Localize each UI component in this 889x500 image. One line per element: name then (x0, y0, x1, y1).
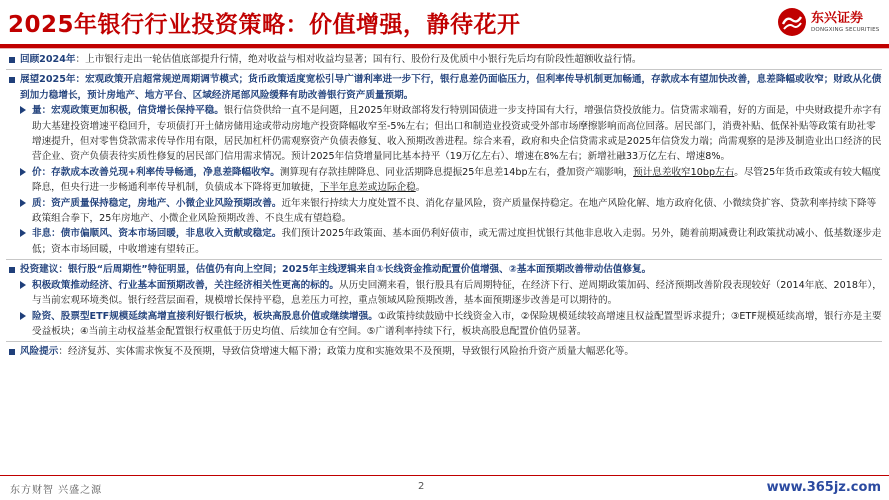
quality-text: 近年来银行持续大力度处置不良、消化存量风险，资产质量保持稳定。在地产风险化解、地方政府化债、小微续贷扩容、贷款利率持续下降等政策组合拳下，25年房地产、小微企业风险预期改善、不良生成有望趋稳。 (32, 197, 877, 225)
triangle-bullet-icon (20, 106, 26, 114)
triangle-bullet-icon (20, 312, 26, 320)
triangle-bullet-icon (20, 281, 26, 289)
fiscal-label: 积极政策推动经济、行业基本面预期改善，关注经济相关性更高的标的。 (32, 279, 339, 291)
square-bullet-icon (9, 77, 15, 83)
title-divider-thin (0, 48, 889, 49)
volume-label: 量：宏观政策更加积极，信贷增长保持平稳。 (32, 105, 224, 117)
nonint-item (6, 226, 882, 257)
risk-label: 风险提示 (20, 346, 59, 358)
section-divider (6, 259, 882, 260)
advice-text: 投资建议：银行股“后周期性”特征明显，估值仍有向上空间；2025年主线逻辑来自①长线资金推动配置价值增强、②基本面预期改善带动估值修复。 (20, 264, 652, 276)
logo-name-en: DONGXING SECURITIES (811, 26, 880, 33)
insurance-label: 险资、股票型ETF规模延续高增直接利好银行板块，板块高股息价值或继续增强。 (32, 310, 378, 322)
section-divider (6, 69, 882, 70)
watermark: www.365jz.com (766, 480, 881, 495)
logo-mark-icon (777, 7, 807, 37)
price-text-1: 测算现有存款挂牌降息、同业活期降息提振25年息差14bp左右，叠加资产端影响， (279, 166, 634, 178)
outlook-text: 展望2025年：宏观政策开启超常规逆周期调节模式；货币政策适度宽松引导广谱利率进一步下行，银行息差仍面临压力，但利率传导机制更加畅通，存款成本有望加快改善，息差降幅或收窄；财政从化债到加力稳增长，预计房地产、地方平台、区域经济尾部风险缓释有助改善银行资产质量预期。 (20, 74, 882, 101)
fiscal-text: 从历史回溯来看，银行股具有后周期特征，在经济下行、逆周期政策加码、经济预期改善阶段表现较好（2014年底、2018年），与当前宏观环境类似。银行经营层面看，规模增长保持平稳，息差压力可控，重点领域风险预期改善，基本面预期逐步改善是可以期待的。 (32, 279, 882, 307)
square-bullet-icon (9, 267, 15, 273)
review-paragraph (6, 52, 882, 67)
company-logo (777, 5, 881, 39)
outlook-paragraph (6, 72, 882, 103)
review-label: 回顾2024年 (20, 54, 76, 65)
price-text-4: 下半年息差或边际企稳 (319, 182, 416, 194)
page-number: 2 (418, 481, 425, 492)
triangle-bullet-icon (20, 199, 26, 207)
nonint-text: 我们预计2025年政策面、基本面仍利好债市，或无需过度担忧银行其他非息收入走弱。另外，随着前期减费让利政策扰动减小、低基数逐步走低；资本市场回暖，中收增速有望转正。 (32, 228, 882, 255)
insurance-text: ①政策持续鼓励中长线资金入市，②保险规模延续较高增速且权益配置型诉求提升；③ETF规模延续高增，银行亦是主要受益板块；④当前主动权益基金配置银行权重低于历史均值、后续加仓有空间。⑤广谱利率持续下行，板块高股息配置价值仍显著。 (32, 310, 882, 337)
section-divider (6, 341, 882, 342)
fiscal-item (6, 278, 882, 309)
footer-slogan: 东方财智 兴盛之源 (10, 485, 103, 496)
triangle-bullet-icon (20, 168, 26, 176)
slide-content (6, 52, 882, 360)
review-text: ：上市银行走出一轮估值底部提升行情，绝对收益与相对收益均显著；国有行、股份行及优质中小银行先后均有阶段性超额收益行情。 (75, 54, 642, 65)
logo-name-cn: 东兴证券 (811, 10, 864, 26)
volume-text: 银行信贷供给一直不是问题，且2025年财政部将发行特别国债进一步支持国有大行，增强信贷投放能力。信贷需求端看，好的方面是，中央财政提升赤字有助大基建投资增速平稳回升，专项债打开土储房储用途或带动房地产投资降幅收窄至-5%左右；但出口和制造业投资或受外部市场摩擦影响而高位回落。居民部门，消费补贴、低保补贴等政策有助社零增速提升，但对零售贷款需求传导作用有限，居民加杠杆仍需观察资产负债表修复、收入预期改善进程。综合来看，政府和央企信贷需求或是2025年信贷发力端；尚需观察的是涉及制造业出口经济的民营企业、资产负债表待实质性修复的居民部门信用需求情况。预计2025年信贷增量同比基本持平（19万亿左右）、增速在8%左右；新增社融33万亿左右、增速8%。 (32, 105, 882, 163)
quality-label: 质：资产质量保持稳定，房地产、小微企业风险预期改善。 (32, 197, 282, 209)
price-text-5: 。 (415, 182, 426, 194)
square-bullet-icon (9, 57, 15, 63)
footer-divider (0, 475, 889, 476)
risk-text: ：经济复苏、实体需求恢复不及预期，导致信贷增速大幅下滑；政策力度和实施效果不及预期，导致银行风险抬升资产质量大幅恶化等。 (58, 346, 634, 358)
triangle-bullet-icon (20, 229, 26, 237)
price-item (6, 165, 882, 196)
page-title: 2025年银行行业投资策略：价值增强，静待花开 (8, 12, 521, 38)
insurance-item (6, 309, 882, 340)
quality-item (6, 196, 882, 227)
volume-item (6, 103, 882, 165)
risk-paragraph (6, 344, 882, 359)
price-text-2: 预计息差收窄10bp左右 (633, 166, 735, 178)
price-text-3: 。尽管25年货币政策或有较大幅度降息，但央行进一步畅通利率传导机制，负债成本下降将更加敏捷， (32, 166, 881, 194)
advice-paragraph (6, 262, 882, 277)
title-bar (0, 0, 889, 44)
price-label: 价：存款成本改善兑现+利率传导畅通，净息差降幅收窄。 (32, 166, 280, 178)
square-bullet-icon (9, 349, 15, 355)
nonint-label: 非息：债市偏顺风、资本市场回暖，非息收入贡献或稳定。 (32, 228, 282, 240)
